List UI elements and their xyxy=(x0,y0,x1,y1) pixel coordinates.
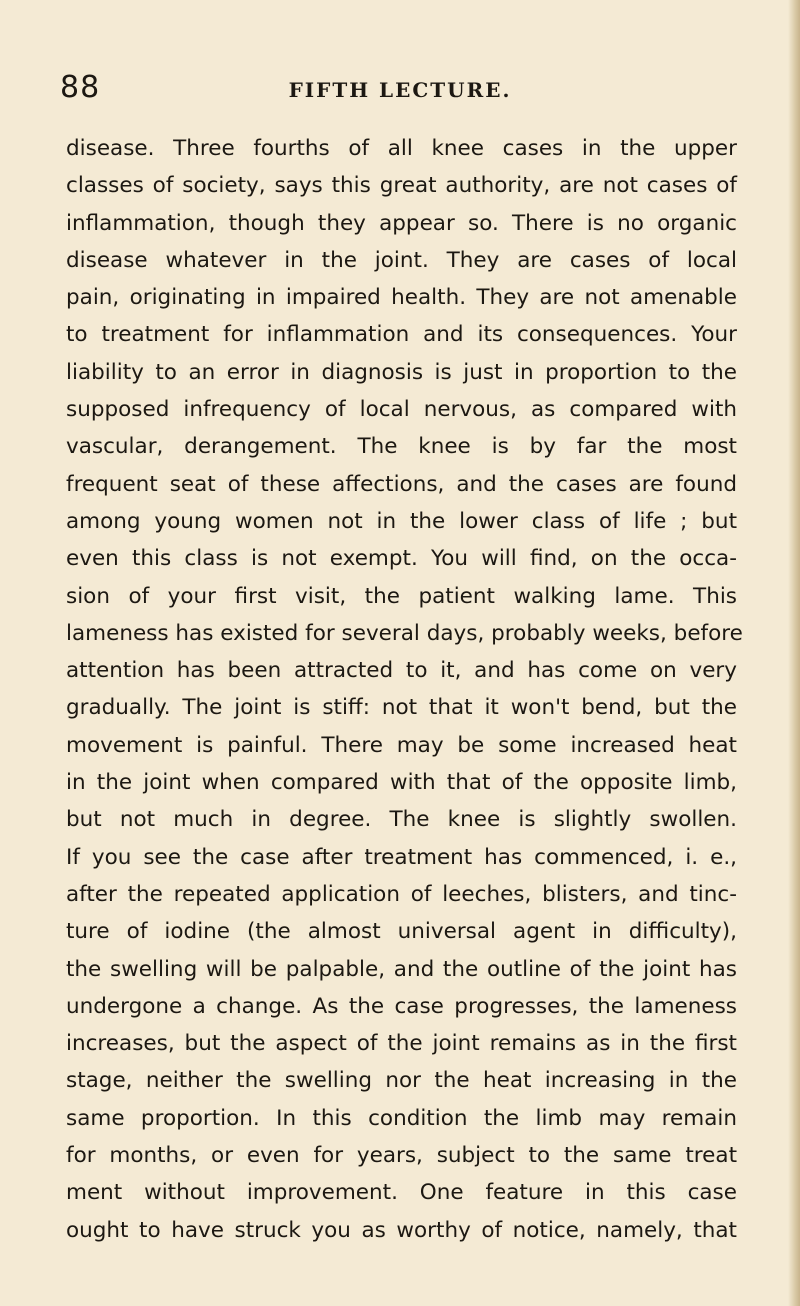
text-line: classes of society, says this great authority, are not cases of xyxy=(66,173,737,199)
text-line: ture of iodine (the almost universal agent in difficulty), xyxy=(66,919,737,945)
text-line: attention has been attracted to it, and has come on very xyxy=(66,658,737,684)
text-line: even this class is not exempt. You will find, on the occa- xyxy=(66,546,737,572)
text-line: increases, but the aspect of the joint remains as in the first xyxy=(66,1031,737,1057)
text-line: for months, or even for years, subject to the same treat xyxy=(66,1143,737,1169)
page-edge-shadow xyxy=(788,0,800,1306)
text-line: If you see the case after treatment has commenced, i. e., xyxy=(66,844,737,870)
text-line: the swelling will be palpable, and the outline of the joint has xyxy=(66,956,737,982)
body-text xyxy=(66,130,743,1249)
text-line: same proportion. In this condition the limb may remain xyxy=(66,1105,737,1131)
running-title: FIFTH LECTURE. xyxy=(288,78,512,102)
text-line: disease. Three fourths of all knee cases in the upper xyxy=(66,136,737,161)
text-line: undergone a change. As the case progresses, the lameness xyxy=(66,993,737,1019)
text-line: pain, originating in impaired health. They are not amenable xyxy=(66,285,737,311)
text-line: after the repeated application of leeches, blisters, and tinc- xyxy=(66,881,737,907)
text-line: ought to have struck you as worthy of notice, namely, that xyxy=(66,1217,737,1243)
page-number: 88 xyxy=(60,70,101,105)
text-line: movement is painful. There may be some increased heat xyxy=(66,732,737,758)
text-line: gradually. The joint is stiff: not that it won't bend, but the xyxy=(66,695,737,721)
text-line: frequent seat of these affections, and the cases are found xyxy=(66,471,737,497)
text-line: disease whatever in the joint. They are cases of local xyxy=(66,247,737,273)
text-line: liability to an error in diagnosis is just in proportion to the xyxy=(66,359,737,385)
text-line: but not much in degree. The knee is slightly swollen. xyxy=(66,807,737,833)
text-line: to treatment for inflammation and its consequences. Your xyxy=(66,322,737,348)
text-line: stage, neither the swelling nor the heat increasing in the xyxy=(66,1068,737,1094)
text-line: vascular, derangement. The knee is by far the most xyxy=(66,434,737,460)
text-line: among young women not in the lower class of life ; but xyxy=(66,508,737,534)
page-header xyxy=(60,70,740,114)
text-line: in the joint when compared with that of the opposite limb, xyxy=(66,770,737,796)
text-line: lameness has existed for several days, probably weeks, before xyxy=(66,620,743,646)
text-line: supposed infrequency of local nervous, as compared with xyxy=(66,397,737,423)
text-line: sion of your first visit, the patient walking lame. This xyxy=(66,583,737,609)
text-line: inflammation, though they appear so. There is no organic xyxy=(66,210,737,236)
text-line: ment without improvement. One feature in this case xyxy=(66,1180,737,1206)
